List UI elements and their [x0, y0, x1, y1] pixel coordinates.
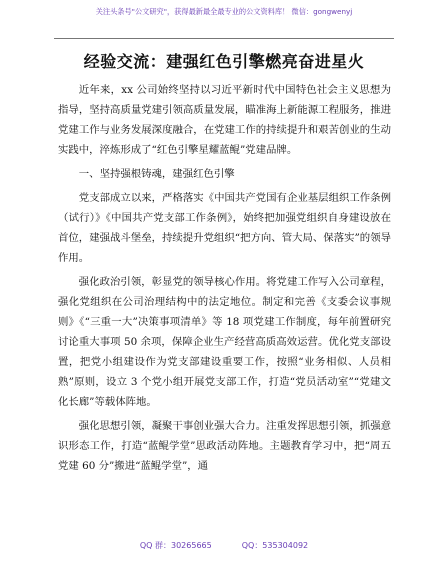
- header-promo-banner: 关注头条号"公文研究"，获得最新最全最专业的公文资料库！ 微信：gongwenyj: [95, 7, 353, 16]
- body-paragraph: 党支部成立以来，严格落实《中国共产党国有企业基层组织工作条例（试行）》《中国共产党支部工作条例》，始终把加强党组织自身建设放在首位，建强战斗堡垒，持续提升党组织“把方向、管大局、保落实”的领导作用。: [58, 192, 391, 264]
- intro-paragraph: 近年来，xx 公司始终坚持以习近平新时代中国特色社会主义思想为指导，坚持高质量党建引领高质量发展，瞄准海上新能源工程服务，推进党建工作与业务发展深度融合，在党建工作的持续提升和艰苦创业的生动实践中，淬炼形成了“红色引擎星耀蓝鲲”党建品牌。: [58, 84, 391, 156]
- footer-contact: [0, 540, 448, 552]
- section-heading: 一、坚持强根铸魂，建强红色引擎: [78, 168, 235, 180]
- document-body: [58, 80, 391, 480]
- body-paragraph: 强化政治引领，彰显党的领导核心作用。将党建工作写入公司章程，强化党组织在公司治理结构中的法定地位。制定和完善《支委会议事规则》《“三重一大”决策事项清单》等 18 项党建工作制度，每年前置研究讨论重大事项 50 余项，保障企业生产经营高质高效运营。优化党支部设置，把党小组建设作为党支部建设重要工作，按照“业务相似、人员相熟”原则，设立 3 个党小组开展党支部工作，打造“党员活动室”“党建文化长廊”等载体阵地。: [58, 276, 391, 408]
- footer-qq: QQ：535304092: [241, 541, 309, 550]
- body-paragraph: 强化思想引领，凝聚干事创业强大合力。注重发挥思想引领，抓强意识形态工作，打造“蓝鲲学堂”思政活动阵地。主题教育学习中，把“周五党建 60 分”搬进“蓝鲲学堂”，通: [58, 420, 391, 472]
- document-title: 经验交流：建强红色引擎燃亮奋进星火: [83, 52, 365, 71]
- footer-qq-group: QQ 群：30265665: [139, 541, 212, 550]
- header-divider: [54, 38, 394, 39]
